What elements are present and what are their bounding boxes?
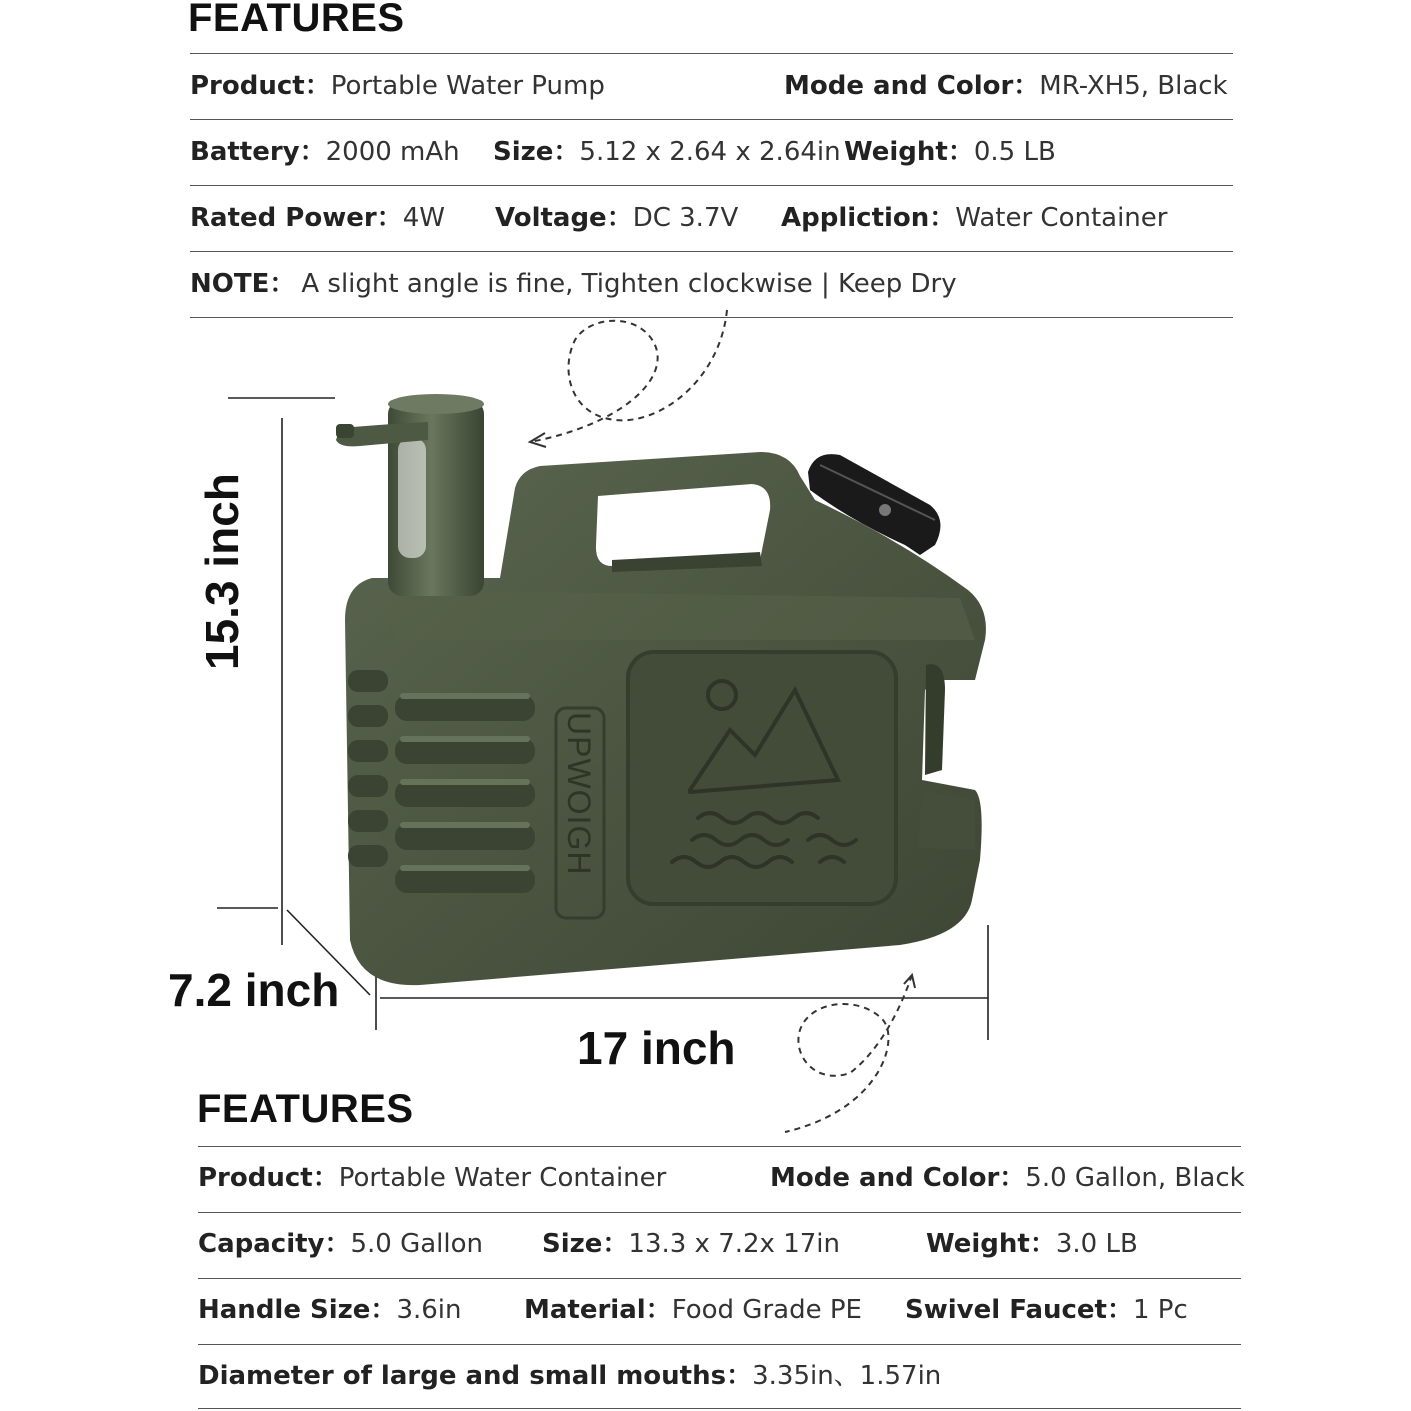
spec-value: 3.6in bbox=[396, 1295, 462, 1325]
spec-label: Weight： bbox=[926, 1229, 1056, 1259]
spec-label: Mode and Color： bbox=[770, 1163, 1026, 1193]
bottom-spec-row-2 bbox=[198, 1224, 1241, 1264]
spec-label: Size： bbox=[542, 1229, 629, 1259]
spec-label: Swivel Faucet： bbox=[905, 1295, 1133, 1325]
height-dimension-label: 15.3 inch bbox=[196, 473, 248, 670]
spec-value: 3.0 LB bbox=[1055, 1229, 1138, 1259]
spec-value: 4W bbox=[402, 203, 445, 233]
width-dimension-label: 17 inch bbox=[577, 1022, 736, 1074]
spec-value: 5.0 Gallon bbox=[350, 1229, 484, 1259]
water-container bbox=[336, 394, 986, 985]
spec-item bbox=[524, 1290, 862, 1330]
spec-value: 3.35in、1.57in bbox=[752, 1361, 942, 1391]
spec-item bbox=[542, 1224, 840, 1264]
spec-label: Material： bbox=[524, 1295, 672, 1325]
spec-value: MR-XH5, Black bbox=[1039, 71, 1228, 101]
spec-value: A slight angle is fine, Tighten clockwise | Keep Dry bbox=[301, 269, 957, 299]
spec-value: 0.5 LB bbox=[973, 137, 1056, 167]
spec-label: Rated Power： bbox=[190, 203, 403, 233]
bottom-features-heading: FEATURES bbox=[197, 1087, 414, 1131]
spec-item bbox=[770, 1158, 1245, 1198]
spec-label: Capacity： bbox=[198, 1229, 351, 1259]
spec-label: NOTE： bbox=[190, 269, 296, 299]
spec-value: 13.3 x 7.2x 17in bbox=[628, 1229, 840, 1259]
spec-value: Water Container bbox=[955, 203, 1168, 233]
spec-label: Voltage： bbox=[495, 203, 633, 233]
spec-label: Handle Size： bbox=[198, 1295, 397, 1325]
bottom-divider-4 bbox=[198, 1408, 1241, 1409]
spec-item bbox=[198, 1224, 483, 1264]
bottom-spec-row-3 bbox=[198, 1290, 1241, 1330]
spec-value: Food Grade PE bbox=[671, 1295, 862, 1325]
spec-value: DC 3.7V bbox=[632, 203, 739, 233]
spec-item bbox=[905, 1290, 1188, 1330]
brand-name: UPWOIGH bbox=[561, 712, 597, 876]
bottom-divider-0 bbox=[198, 1146, 1241, 1147]
spec-value: 1 Pc bbox=[1132, 1295, 1188, 1325]
spec-label: Appliction： bbox=[781, 203, 956, 233]
spec-value: 2000 mAh bbox=[325, 137, 460, 167]
spec-item bbox=[198, 1356, 941, 1396]
spec-label: Product： bbox=[198, 1163, 339, 1193]
spec-item bbox=[926, 1224, 1138, 1264]
bottom-divider-3 bbox=[198, 1344, 1241, 1345]
spec-label: Weight： bbox=[844, 137, 974, 167]
spec-value: Portable Water Container bbox=[338, 1163, 667, 1193]
spec-value: 5.0 Gallon, Black bbox=[1025, 1163, 1245, 1193]
spec-label: Diameter of large and small mouths： bbox=[198, 1361, 753, 1391]
water-pump-icon bbox=[336, 394, 484, 596]
spec-item bbox=[198, 1158, 666, 1198]
spec-label: Product： bbox=[190, 71, 331, 101]
bottom-divider-2 bbox=[198, 1278, 1241, 1279]
depth-dimension-label: 7.2 inch bbox=[168, 964, 340, 1016]
spec-label: Size： bbox=[493, 137, 580, 167]
spec-label: Battery： bbox=[190, 137, 326, 167]
spec-item bbox=[198, 1290, 462, 1330]
bottom-spec-row-4 bbox=[198, 1356, 1241, 1396]
bottom-divider-1 bbox=[198, 1212, 1241, 1213]
top-features-heading: FEATURES bbox=[188, 0, 405, 40]
spec-label: Mode and Color： bbox=[784, 71, 1040, 101]
spec-value: Portable Water Pump bbox=[330, 71, 605, 101]
spec-value: 5.12 x 2.64 x 2.64in bbox=[579, 137, 841, 167]
bottom-spec-row-1 bbox=[198, 1158, 1245, 1198]
